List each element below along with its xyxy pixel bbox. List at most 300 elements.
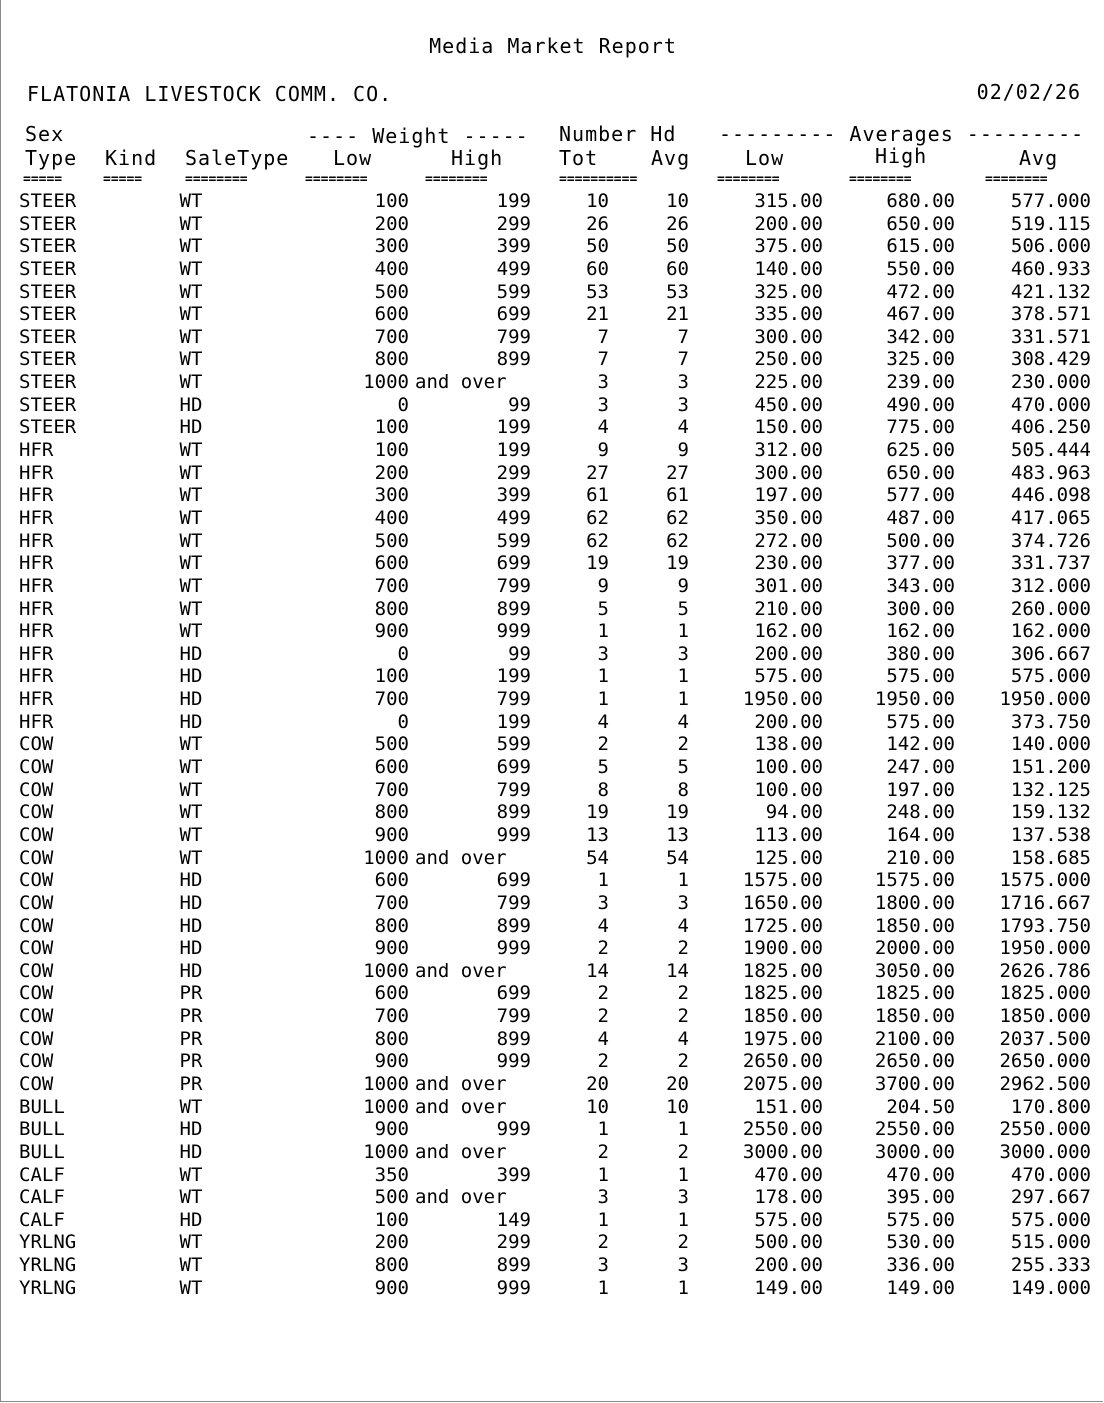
cell-price-low: 225.00	[754, 371, 823, 394]
cell-sex-type: COW	[19, 778, 54, 801]
cell-weight-low: 1000	[363, 1140, 409, 1163]
cell-weight-high: 899	[496, 801, 531, 824]
cell-sex-type: STEER	[19, 303, 77, 326]
cell-price-avg: 1793.750	[999, 914, 1091, 937]
cell-weight-high: 999	[496, 1118, 531, 1141]
cell-sex-type: STEER	[19, 190, 77, 212]
cell-weight-high: and over	[415, 371, 507, 394]
cell-price-low: 1650.00	[742, 891, 823, 914]
cell-number-avg: 62	[666, 529, 689, 552]
cell-saletype: WT	[179, 348, 203, 371]
table-row	[1, 847, 1104, 870]
cell-price-high: 1950.00	[874, 688, 955, 711]
cell-weight-low: 800	[374, 348, 409, 371]
table-row	[1, 575, 1104, 598]
cell-saletype: WT	[179, 235, 203, 258]
cell-number-tot: 1	[597, 1118, 609, 1141]
cell-saletype: HD	[179, 688, 203, 711]
header-tot: Tot	[559, 146, 599, 170]
table-row	[1, 1209, 1104, 1232]
table-row	[1, 960, 1104, 983]
cell-price-high: 530.00	[886, 1231, 955, 1254]
cell-number-tot: 1	[597, 688, 609, 711]
cell-number-tot: 3	[597, 371, 609, 394]
cell-number-tot: 3	[597, 891, 609, 914]
cell-weight-high: 299	[496, 212, 531, 235]
cell-price-high: 197.00	[886, 778, 955, 801]
cell-saletype: HD	[179, 642, 203, 665]
cell-saletype: PR	[179, 982, 203, 1005]
cell-number-tot: 2	[597, 1140, 609, 1163]
cell-number-avg: 3	[677, 393, 689, 416]
cell-weight-high: and over	[415, 959, 507, 982]
cell-price-avg: 506.000	[1010, 235, 1091, 258]
cell-price-avg: 331.571	[1010, 325, 1091, 348]
cell-saletype: WT	[179, 484, 203, 507]
cell-saletype: WT	[179, 1231, 203, 1254]
cell-price-high: 577.00	[886, 484, 955, 507]
cell-number-avg: 1	[677, 869, 689, 892]
cell-number-avg: 3	[677, 1254, 689, 1277]
cell-price-high: 164.00	[886, 823, 955, 846]
cell-weight-high: 699	[496, 552, 531, 575]
cell-saletype: WT	[179, 461, 203, 484]
cell-saletype: HD	[179, 710, 203, 733]
cell-weight-low: 350	[374, 1163, 409, 1186]
cell-price-avg: 331.737	[1010, 552, 1091, 575]
cell-price-high: 625.00	[886, 439, 955, 462]
cell-weight-low: 800	[374, 1254, 409, 1277]
cell-weight-low: 400	[374, 506, 409, 529]
cell-number-avg: 3	[677, 1186, 689, 1209]
cell-weight-low: 500	[374, 1186, 409, 1209]
cell-number-avg: 1	[677, 620, 689, 643]
cell-price-high: 325.00	[886, 348, 955, 371]
cell-number-tot: 2	[597, 937, 609, 960]
cell-weight-high: 799	[496, 688, 531, 711]
cell-number-tot: 3	[597, 1254, 609, 1277]
cell-weight-low: 700	[374, 574, 409, 597]
cell-weight-high: and over	[415, 1186, 507, 1209]
cell-weight-high: 799	[496, 778, 531, 801]
table-row	[1, 394, 1104, 417]
cell-saletype: PR	[179, 1072, 203, 1095]
cell-number-tot: 3	[597, 642, 609, 665]
cell-weight-high: 199	[496, 190, 531, 212]
cell-price-low: 2550.00	[742, 1118, 823, 1141]
cell-price-avg: 140.000	[1010, 733, 1091, 756]
cell-weight-high: and over	[415, 1072, 507, 1095]
cell-weight-high: 599	[496, 733, 531, 756]
cell-number-avg: 5	[677, 597, 689, 620]
cell-number-tot: 1	[597, 1163, 609, 1186]
cell-sex-type: HFR	[19, 439, 54, 462]
table-row	[1, 937, 1104, 960]
table-row	[1, 213, 1104, 236]
cell-number-tot: 19	[586, 552, 609, 575]
cell-number-avg: 13	[666, 823, 689, 846]
table-row	[1, 1186, 1104, 1209]
header-weight-high: High	[451, 146, 504, 170]
cell-price-high: 490.00	[886, 393, 955, 416]
cell-price-avg: 446.098	[1010, 484, 1091, 507]
cell-number-avg: 10	[666, 190, 689, 212]
cell-number-tot: 8	[597, 778, 609, 801]
cell-weight-low: 700	[374, 891, 409, 914]
cell-price-high: 575.00	[886, 1208, 955, 1231]
table-row	[1, 303, 1104, 326]
table-row	[1, 824, 1104, 847]
table-row	[1, 598, 1104, 621]
cell-number-tot: 5	[597, 756, 609, 779]
table-row	[1, 1231, 1104, 1254]
cell-price-low: 113.00	[754, 823, 823, 846]
cell-number-avg: 27	[666, 461, 689, 484]
table-row	[1, 416, 1104, 439]
cell-number-tot: 7	[597, 348, 609, 371]
header-avg-avg: Avg	[1019, 146, 1059, 170]
table-row	[1, 326, 1104, 349]
cell-number-avg: 1	[677, 665, 689, 688]
cell-price-low: 200.00	[754, 642, 823, 665]
cell-number-tot: 2	[597, 1005, 609, 1028]
cell-price-avg: 306.667	[1010, 642, 1091, 665]
cell-number-tot: 53	[586, 280, 609, 303]
table-row	[1, 733, 1104, 756]
cell-price-low: 335.00	[754, 303, 823, 326]
cell-saletype: WT	[179, 325, 203, 348]
cell-number-tot: 61	[586, 484, 609, 507]
cell-price-high: 2650.00	[874, 1050, 955, 1073]
cell-sex-type: STEER	[19, 235, 77, 258]
cell-weight-high: 799	[496, 325, 531, 348]
table-row	[1, 530, 1104, 553]
cell-price-low: 1825.00	[742, 959, 823, 982]
cell-weight-high: 799	[496, 574, 531, 597]
cell-price-avg: 137.538	[1010, 823, 1091, 846]
cell-weight-low: 300	[374, 235, 409, 258]
company-name: FLATONIA LIVESTOCK COMM. CO.	[27, 82, 393, 106]
cell-weight-low: 900	[374, 1050, 409, 1073]
cell-sex-type: COW	[19, 801, 54, 824]
table-row	[1, 1118, 1104, 1141]
cell-saletype: HD	[179, 1118, 203, 1141]
cell-price-low: 200.00	[754, 1254, 823, 1277]
cell-weight-low: 900	[374, 1276, 409, 1299]
cell-weight-low: 0	[397, 710, 409, 733]
cell-weight-high: 499	[496, 257, 531, 280]
cell-price-high: 472.00	[886, 280, 955, 303]
cell-price-low: 2650.00	[742, 1050, 823, 1073]
cell-price-avg: 312.000	[1010, 574, 1091, 597]
cell-saletype: WT	[179, 756, 203, 779]
cell-price-low: 138.00	[754, 733, 823, 756]
cell-price-avg: 2962.500	[999, 1072, 1091, 1095]
cell-price-high: 210.00	[886, 846, 955, 869]
table-row	[1, 982, 1104, 1005]
cell-price-avg: 308.429	[1010, 348, 1091, 371]
cell-sex-type: COW	[19, 1005, 54, 1028]
cell-price-high: 1800.00	[874, 891, 955, 914]
cell-price-low: 230.00	[754, 552, 823, 575]
cell-weight-high: 199	[496, 439, 531, 462]
cell-price-low: 315.00	[754, 190, 823, 212]
cell-price-low: 1575.00	[742, 869, 823, 892]
cell-number-tot: 9	[597, 574, 609, 597]
cell-number-avg: 2	[677, 1140, 689, 1163]
cell-saletype: WT	[179, 1163, 203, 1186]
cell-price-high: 248.00	[886, 801, 955, 824]
cell-price-avg: 149.000	[1010, 1276, 1091, 1299]
cell-saletype: HD	[179, 937, 203, 960]
cell-saletype: PR	[179, 1005, 203, 1028]
cell-price-avg: 3000.000	[999, 1140, 1091, 1163]
table-row	[1, 801, 1104, 824]
cell-weight-high: 999	[496, 1276, 531, 1299]
cell-sex-type: STEER	[19, 257, 77, 280]
cell-price-avg: 230.000	[1010, 371, 1091, 394]
cell-price-low: 575.00	[754, 1208, 823, 1231]
cell-number-avg: 2	[677, 1231, 689, 1254]
table-row	[1, 711, 1104, 734]
cell-weight-low: 700	[374, 1005, 409, 1028]
cell-weight-high: 899	[496, 914, 531, 937]
cell-weight-high: 399	[496, 484, 531, 507]
cell-saletype: WT	[179, 190, 203, 212]
cell-sex-type: COW	[19, 846, 54, 869]
cell-weight-low: 800	[374, 914, 409, 937]
separator-kind: =====	[103, 172, 143, 187]
cell-weight-low: 300	[374, 484, 409, 507]
separator-sex: =====	[23, 172, 63, 187]
cell-price-low: 500.00	[754, 1231, 823, 1254]
cell-number-avg: 4	[677, 416, 689, 439]
cell-price-low: 325.00	[754, 280, 823, 303]
table-row	[1, 1005, 1104, 1028]
cell-number-tot: 26	[586, 212, 609, 235]
cell-price-high: 142.00	[886, 733, 955, 756]
cell-number-tot: 50	[586, 235, 609, 258]
cell-saletype: WT	[179, 620, 203, 643]
cell-weight-low: 200	[374, 1231, 409, 1254]
cell-saletype: HD	[179, 1208, 203, 1231]
cell-number-avg: 7	[677, 325, 689, 348]
cell-price-high: 3000.00	[874, 1140, 955, 1163]
cell-weight-low: 700	[374, 688, 409, 711]
cell-price-avg: 505.444	[1010, 439, 1091, 462]
cell-weight-high: 999	[496, 620, 531, 643]
cell-price-avg: 162.000	[1010, 620, 1091, 643]
cell-sex-type: BULL	[19, 1118, 65, 1141]
cell-weight-low: 600	[374, 982, 409, 1005]
cell-price-high: 775.00	[886, 416, 955, 439]
cell-weight-high: 699	[496, 303, 531, 326]
table-row	[1, 348, 1104, 371]
cell-weight-low: 700	[374, 325, 409, 348]
cell-price-low: 200.00	[754, 212, 823, 235]
cell-price-avg: 577.000	[1010, 190, 1091, 212]
cell-saletype: WT	[179, 1276, 203, 1299]
table-row	[1, 1050, 1104, 1073]
cell-number-avg: 2	[677, 733, 689, 756]
cell-number-tot: 5	[597, 597, 609, 620]
cell-number-tot: 13	[586, 823, 609, 846]
cell-weight-low: 400	[374, 257, 409, 280]
cell-number-avg: 4	[677, 914, 689, 937]
table-row	[1, 756, 1104, 779]
cell-saletype: WT	[179, 733, 203, 756]
cell-number-avg: 1	[677, 1163, 689, 1186]
table-row	[1, 1164, 1104, 1187]
cell-weight-low: 100	[374, 665, 409, 688]
cell-price-low: 470.00	[754, 1163, 823, 1186]
cell-number-tot: 3	[597, 1186, 609, 1209]
cell-price-low: 151.00	[754, 1095, 823, 1118]
cell-price-avg: 260.000	[1010, 597, 1091, 620]
cell-sex-type: COW	[19, 1072, 54, 1095]
cell-saletype: WT	[179, 1095, 203, 1118]
cell-number-avg: 53	[666, 280, 689, 303]
cell-number-avg: 4	[677, 1027, 689, 1050]
cell-price-avg: 515.000	[1010, 1231, 1091, 1254]
cell-sex-type: COW	[19, 823, 54, 846]
cell-price-low: 450.00	[754, 393, 823, 416]
cell-number-avg: 14	[666, 959, 689, 982]
cell-price-low: 150.00	[754, 416, 823, 439]
cell-price-low: 250.00	[754, 348, 823, 371]
cell-sex-type: STEER	[19, 212, 77, 235]
table-row	[1, 235, 1104, 258]
cell-price-avg: 378.571	[1010, 303, 1091, 326]
cell-number-avg: 9	[677, 439, 689, 462]
cell-weight-low: 800	[374, 597, 409, 620]
cell-price-avg: 374.726	[1010, 529, 1091, 552]
table-row	[1, 915, 1104, 938]
cell-price-low: 1725.00	[742, 914, 823, 937]
cell-number-tot: 54	[586, 846, 609, 869]
cell-weight-high: 799	[496, 1005, 531, 1028]
cell-number-tot: 2	[597, 982, 609, 1005]
cell-weight-low: 1000	[363, 959, 409, 982]
header-weight-low: Low	[333, 146, 373, 170]
separator-avg-low: ========	[717, 172, 780, 187]
cell-sex-type: HFR	[19, 461, 54, 484]
cell-price-avg: 470.000	[1010, 1163, 1091, 1186]
cell-weight-high: 399	[496, 235, 531, 258]
cell-price-avg: 1850.000	[999, 1005, 1091, 1028]
cell-sex-type: HFR	[19, 597, 54, 620]
cell-price-avg: 1575.000	[999, 869, 1091, 892]
cell-price-low: 575.00	[754, 665, 823, 688]
cell-sex-type: HFR	[19, 710, 54, 733]
cell-weight-low: 600	[374, 756, 409, 779]
cell-price-low: 3000.00	[742, 1140, 823, 1163]
cell-number-tot: 4	[597, 416, 609, 439]
cell-weight-high: 99	[508, 642, 531, 665]
cell-saletype: HD	[179, 665, 203, 688]
cell-price-low: 178.00	[754, 1186, 823, 1209]
header-weight-group: ---- Weight -----	[307, 124, 529, 148]
cell-sex-type: COW	[19, 959, 54, 982]
cell-weight-high: and over	[415, 846, 507, 869]
cell-saletype: WT	[179, 846, 203, 869]
cell-price-low: 125.00	[754, 846, 823, 869]
cell-sex-type: COW	[19, 1050, 54, 1073]
cell-price-high: 680.00	[886, 190, 955, 212]
cell-number-avg: 5	[677, 756, 689, 779]
cell-saletype: HD	[179, 416, 203, 439]
cell-price-high: 343.00	[886, 574, 955, 597]
cell-sex-type: CALF	[19, 1163, 65, 1186]
cell-number-avg: 54	[666, 846, 689, 869]
cell-weight-high: 199	[496, 710, 531, 733]
cell-price-low: 300.00	[754, 325, 823, 348]
cell-number-avg: 3	[677, 642, 689, 665]
table-row	[1, 869, 1104, 892]
cell-price-high: 204.50	[886, 1095, 955, 1118]
cell-sex-type: STEER	[19, 371, 77, 394]
cell-price-avg: 575.000	[1010, 1208, 1091, 1231]
cell-price-high: 575.00	[886, 710, 955, 733]
cell-weight-high: 299	[496, 461, 531, 484]
table-row	[1, 1277, 1104, 1300]
cell-price-high: 247.00	[886, 756, 955, 779]
cell-number-tot: 4	[597, 914, 609, 937]
cell-price-low: 197.00	[754, 484, 823, 507]
cell-price-low: 100.00	[754, 756, 823, 779]
cell-price-avg: 170.800	[1010, 1095, 1091, 1118]
cell-weight-high: 399	[496, 1163, 531, 1186]
cell-weight-low: 200	[374, 212, 409, 235]
table-row	[1, 1073, 1104, 1096]
cell-sex-type: CALF	[19, 1186, 65, 1209]
cell-weight-high: 99	[508, 393, 531, 416]
cell-number-avg: 19	[666, 801, 689, 824]
cell-weight-high: 899	[496, 348, 531, 371]
header-type: Type	[25, 146, 78, 170]
cell-number-avg: 1	[677, 688, 689, 711]
cell-number-avg: 1	[677, 1276, 689, 1299]
cell-sex-type: HFR	[19, 529, 54, 552]
cell-price-high: 470.00	[886, 1163, 955, 1186]
cell-price-high: 3700.00	[874, 1072, 955, 1095]
cell-sex-type: HFR	[19, 552, 54, 575]
cell-price-high: 550.00	[886, 257, 955, 280]
cell-number-tot: 9	[597, 439, 609, 462]
cell-sex-type: BULL	[19, 1095, 65, 1118]
cell-saletype: HD	[179, 914, 203, 937]
cell-number-avg: 8	[677, 778, 689, 801]
cell-number-tot: 10	[586, 1095, 609, 1118]
table-row	[1, 462, 1104, 485]
cell-price-low: 1975.00	[742, 1027, 823, 1050]
table-row	[1, 190, 1104, 213]
table-row	[1, 258, 1104, 281]
cell-weight-high: 199	[496, 416, 531, 439]
cell-weight-low: 900	[374, 937, 409, 960]
cell-weight-low: 100	[374, 1208, 409, 1231]
table-row	[1, 688, 1104, 711]
cell-weight-high: 599	[496, 280, 531, 303]
cell-number-tot: 4	[597, 710, 609, 733]
cell-weight-low: 0	[397, 642, 409, 665]
table-row	[1, 484, 1104, 507]
cell-price-low: 375.00	[754, 235, 823, 258]
cell-weight-high: 699	[496, 756, 531, 779]
cell-sex-type: STEER	[19, 393, 77, 416]
cell-weight-low: 1000	[363, 371, 409, 394]
cell-number-tot: 14	[586, 959, 609, 982]
